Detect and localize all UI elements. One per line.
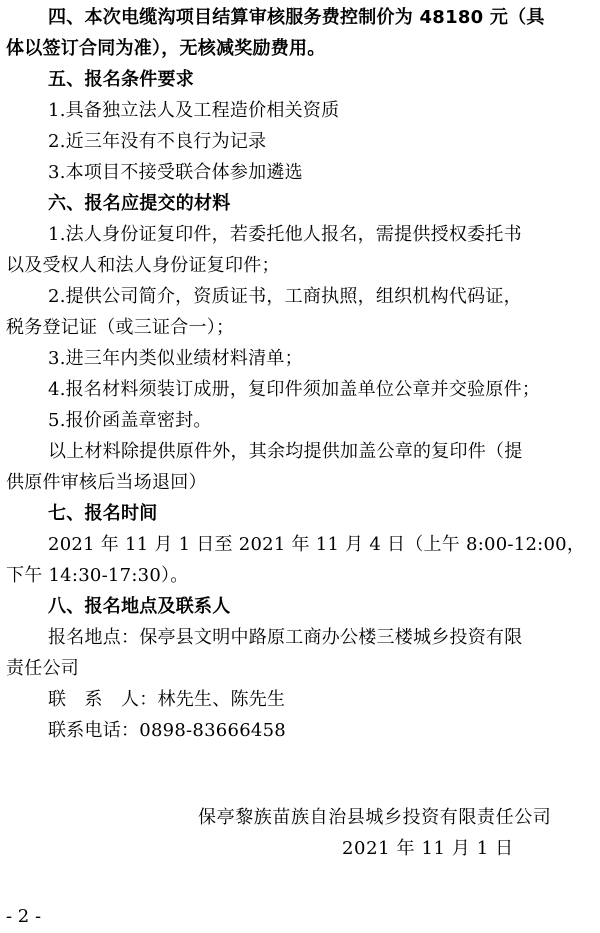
section-6-item-1-line-1: 1.法人身份证复印件，若委托他人报名，需提供授权委托书 [48,224,522,245]
section-8-heading: 八、报名地点及联系人 [48,596,231,617]
section-6-item-2-line-2: 税务登记证（或三证合一）； [6,317,235,338]
section-5-heading: 五、报名条件要求 [48,69,194,90]
section-6-item-3: 3.进三年内类似业绩材料清单； [48,348,303,369]
section-8-location-line-2: 责任公司 [6,658,79,679]
section-7-time-line-1: 2021 年 11 月 1 日至 2021 年 11 月 4 日（上午 8:00-12:00， [48,534,586,555]
section-4-line-1: 四、本次电缆沟项目结算审核服务费控制价为 48180 元（具 [48,7,545,28]
section-8-location-line-1: 报名地点：保亭县文明中路原工商办公楼三楼城乡投资有限 [48,627,523,648]
signature-date: 2021 年 11 月 1 日 [342,838,514,859]
section-6-note-line-2: 供原件审核后当场退回） [6,472,207,493]
section-6-item-5: 5.报价函盖章密封。 [48,410,212,431]
section-6-heading: 六、报名应提交的材料 [48,193,231,214]
section-6-note-line-1: 以上材料除提供原件外，其余均提供加盖公章的复印件（提 [48,441,523,462]
section-8-contact-person: 联 系 人：林先生、陈先生 [48,689,286,710]
section-6-item-4: 4.报名材料须装订成册，复印件须加盖单位公章并交验原件； [48,379,541,400]
section-7-time-line-2: 下午 14:30-17:30）。 [6,565,189,586]
section-8-contact-phone: 联系电话：0898-83666458 [48,720,287,741]
section-6-item-1-line-2: 以及受权人和法人身份证复印件； [6,255,280,276]
section-5-item-3: 3.本项目不接受联合体参加遴选 [48,162,303,183]
section-5-item-2: 2.近三年没有不良行为记录 [48,131,267,152]
section-4-line-2: 体以签订合同为准），无核减奖励费用。 [6,38,326,59]
signature-company: 保亭黎族苗族自治县城乡投资有限责任公司 [198,807,552,828]
section-7-heading: 七、报名时间 [48,503,158,524]
section-5-item-1: 1.具备独立法人及工程造价相关资质 [48,100,340,121]
section-6-item-2-line-1: 2.提供公司简介，资质证书，工商执照，组织机构代码证， [48,286,522,307]
page-number: - 2 - [6,906,42,927]
